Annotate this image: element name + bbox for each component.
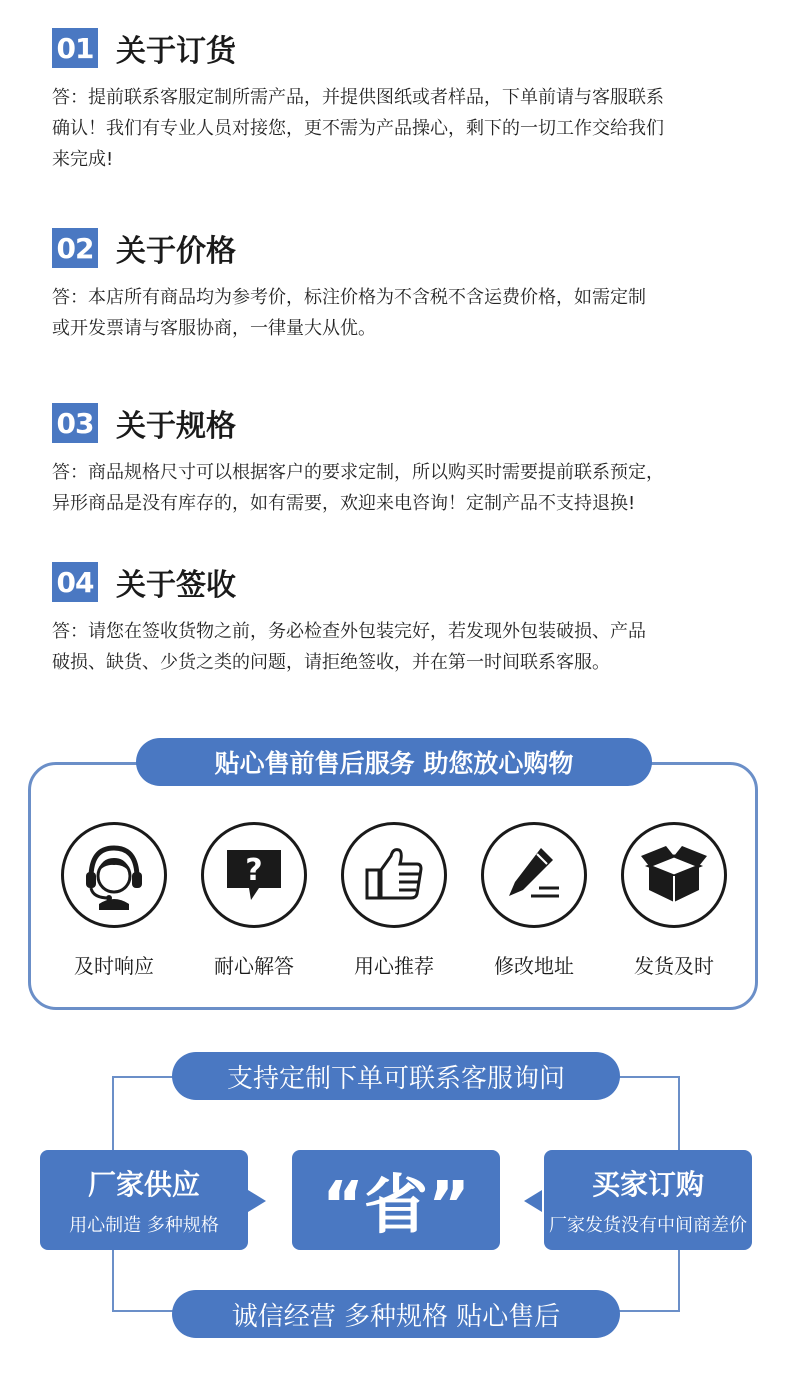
arrow-left-icon (520, 1190, 542, 1212)
service-label: 耐心解答 (214, 954, 294, 978)
card-subtitle: 用心制造 多种规格 (69, 1215, 219, 1236)
arrow-right-icon (248, 1190, 270, 1212)
section-number: 04 (52, 562, 98, 602)
card-buyer (544, 1150, 752, 1250)
svg-text:?: ? (245, 853, 263, 888)
faq-section-2 (52, 228, 762, 344)
service-item-answer (184, 822, 324, 979)
section-answer (52, 282, 762, 344)
section-answer (52, 616, 762, 678)
answer-line: 答：商品规格尺寸可以根据客户的要求定制，所以购买时需要提前联系预定， (52, 462, 664, 483)
faq-section-4 (52, 562, 762, 678)
section-title: 关于规格 (116, 409, 236, 444)
answer-line: 破损、缺货、少货之类的问题，请拒绝签收，并在第一时间联系客服。 (52, 652, 610, 673)
section-answer (52, 457, 762, 519)
service-item-address (464, 822, 604, 979)
card-title: 买家订购 (591, 1168, 704, 1201)
service-item-shipping (604, 822, 744, 979)
answer-line: 来完成! (52, 149, 114, 170)
promo-top-banner: 支持定制下单可联系客服询问 (172, 1052, 620, 1100)
service-title: 贴心售前售后服务 助您放心购物 (136, 738, 652, 786)
card-title: 厂家供应 (87, 1168, 200, 1201)
card-save: “省” (292, 1150, 500, 1250)
promo-bottom-banner: 诚信经营 多种规格 贴心售后 (172, 1290, 620, 1338)
answer-line: 答：本店所有商品均为参考价，标注价格为不含税不含运费价格，如需定制 (52, 287, 646, 308)
box-icon (621, 822, 727, 928)
section-answer (52, 82, 762, 175)
section-title: 关于签收 (116, 568, 236, 603)
question-bubble-icon (201, 822, 307, 928)
section-number: 03 (52, 403, 98, 443)
service-item-response (44, 822, 184, 979)
card-subtitle: 厂家发货没有中间商差价 (549, 1215, 747, 1236)
faq-section-3 (52, 403, 762, 519)
service-item-recommend (324, 822, 464, 979)
service-label: 用心推荐 (354, 954, 434, 978)
answer-line: 或开发票请与客服协商，一律量大从优。 (52, 318, 376, 339)
thumbs-up-icon (341, 822, 447, 928)
card-manufacturer (40, 1150, 248, 1250)
answer-line: 答：请您在签收货物之前，务必检查外包装完好，若发现外包装破损、产品 (52, 621, 646, 642)
section-number: 01 (52, 28, 98, 68)
service-label: 修改地址 (494, 954, 574, 978)
answer-line: 确认！我们有专业人员对接您，更不需为产品操心，剩下的一切工作交给我们 (52, 118, 664, 139)
headset-agent-icon (61, 822, 167, 928)
pen-edit-icon (481, 822, 587, 928)
faq-section-1 (52, 28, 762, 175)
service-label: 及时响应 (74, 954, 154, 978)
section-title: 关于价格 (116, 234, 236, 269)
answer-line: 答：提前联系客服定制所需产品，并提供图纸或者样品，下单前请与客服联系 (52, 87, 664, 108)
section-number: 02 (52, 228, 98, 268)
section-title: 关于订货 (116, 34, 236, 69)
service-label: 发货及时 (634, 954, 714, 978)
answer-line: 异形商品是没有库存的，如有需要，欢迎来电咨询！定制产品不支持退换! (52, 493, 636, 514)
